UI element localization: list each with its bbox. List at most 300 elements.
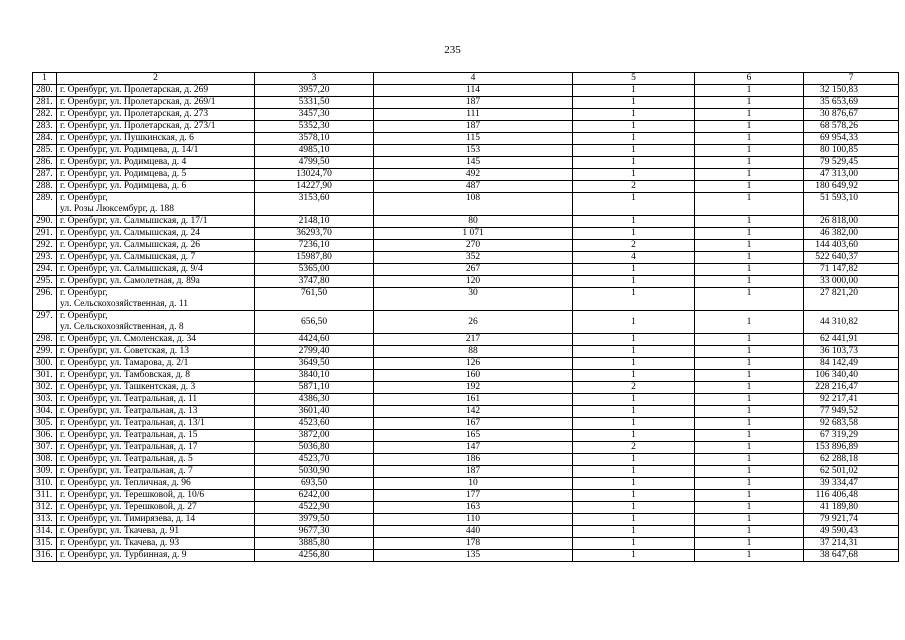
area-cell: 4523,70 [255, 454, 374, 466]
area-cell: 13024,70 [255, 169, 374, 181]
address-cell [57, 228, 255, 240]
table-row [33, 406, 899, 418]
table-row [33, 311, 899, 334]
col5-cell: 1 [573, 526, 695, 538]
address-line: г. Оренбург, ул. Ташкентская, д. 3 [60, 382, 196, 392]
col5-cell: 1 [573, 193, 695, 216]
col6-cell: 1 [695, 133, 804, 145]
address-cell [57, 430, 255, 442]
amount-cell: 41 189,80 [804, 502, 899, 514]
col6-cell: 1 [695, 252, 804, 264]
area-cell: 4522,90 [255, 502, 374, 514]
count-cell: 80 [374, 216, 573, 228]
row-number: 293. [33, 252, 57, 264]
address-line: г. Оренбург, [60, 311, 108, 321]
amount-cell: 30 876,67 [804, 109, 899, 121]
housing-table [32, 72, 899, 562]
col5-cell: 1 [573, 97, 695, 109]
address-line: г. Оренбург, ул. Пролетарская, д. 269 [60, 85, 209, 95]
table-row [33, 228, 899, 240]
amount-cell: 62 501,02 [804, 466, 899, 478]
col6-cell: 1 [695, 466, 804, 478]
area-cell: 3649,50 [255, 358, 374, 370]
count-cell: 26 [374, 311, 573, 334]
address-line: г. Оренбург, ул. Театральная, д. 13 [60, 406, 198, 416]
row-number: 291. [33, 228, 57, 240]
amount-cell: 47 313,00 [804, 169, 899, 181]
col6-cell: 1 [695, 382, 804, 394]
col5-cell: 1 [573, 264, 695, 276]
col5-cell: 1 [573, 109, 695, 121]
col6-cell: 1 [695, 526, 804, 538]
col6-cell: 1 [695, 370, 804, 382]
col6-cell: 1 [695, 538, 804, 550]
count-cell: 177 [374, 490, 573, 502]
address-line: г. Оренбург, [60, 288, 108, 298]
area-cell: 3872,00 [255, 430, 374, 442]
column-header: 5 [573, 73, 695, 85]
area-cell: 14227,90 [255, 181, 374, 193]
table-row [33, 526, 899, 538]
col6-cell: 1 [695, 514, 804, 526]
row-number: 300. [33, 358, 57, 370]
table-row [33, 514, 899, 526]
count-cell: 187 [374, 466, 573, 478]
address-cell [57, 478, 255, 490]
address-line-2: ул. Сельскохозяйственная, д. 11 [60, 299, 189, 309]
col5-cell: 4 [573, 252, 695, 264]
col6-cell: 1 [695, 346, 804, 358]
col5-cell: 1 [573, 346, 695, 358]
amount-cell: 38 647,68 [804, 550, 899, 562]
area-cell: 9677,30 [255, 526, 374, 538]
amount-cell: 77 949,52 [804, 406, 899, 418]
row-number: 313. [33, 514, 57, 526]
row-number: 302. [33, 382, 57, 394]
count-cell: 163 [374, 502, 573, 514]
amount-cell: 33 000,00 [804, 276, 899, 288]
area-cell: 6242,00 [255, 490, 374, 502]
area-cell: 3601,40 [255, 406, 374, 418]
row-number: 305. [33, 418, 57, 430]
address-cell [57, 157, 255, 169]
amount-cell: 37 214,31 [804, 538, 899, 550]
col5-cell: 1 [573, 228, 695, 240]
count-cell: 167 [374, 418, 573, 430]
area-cell: 5030,90 [255, 466, 374, 478]
column-header: 1 [33, 73, 57, 85]
count-cell: 487 [374, 181, 573, 193]
col5-cell: 2 [573, 442, 695, 454]
col5-cell: 1 [573, 358, 695, 370]
col5-cell: 1 [573, 478, 695, 490]
row-number: 297. [33, 311, 57, 334]
address-line: г. Оренбург, ул. Ткачева, д. 93 [60, 538, 180, 548]
area-cell: 5352,30 [255, 121, 374, 133]
address-line: г. Оренбург, ул. Тепличная, д. 96 [60, 478, 191, 488]
col5-cell: 1 [573, 418, 695, 430]
table-row [33, 466, 899, 478]
address-cell [57, 169, 255, 181]
address-line: г. Оренбург, ул. Театральная, д. 7 [60, 466, 193, 476]
col6-cell: 1 [695, 264, 804, 276]
col6-cell: 1 [695, 442, 804, 454]
address-cell [57, 406, 255, 418]
row-number: 310. [33, 478, 57, 490]
amount-cell: 67 319,29 [804, 430, 899, 442]
amount-cell: 46 382,00 [804, 228, 899, 240]
col5-cell: 1 [573, 514, 695, 526]
col6-cell: 1 [695, 121, 804, 133]
address-line: г. Оренбург, ул. Салмышская, д. 7 [60, 252, 196, 262]
amount-cell: 522 640,37 [804, 252, 899, 264]
area-cell: 5036,80 [255, 442, 374, 454]
row-number: 285. [33, 145, 57, 157]
table-header-row [33, 73, 899, 85]
area-cell: 3979,50 [255, 514, 374, 526]
table-row [33, 370, 899, 382]
address-cell [57, 550, 255, 562]
address-cell [57, 394, 255, 406]
address-cell [57, 466, 255, 478]
count-cell: 192 [374, 382, 573, 394]
table-row [33, 133, 899, 145]
col5-cell: 1 [573, 550, 695, 562]
address-cell [57, 526, 255, 538]
count-cell: 108 [374, 193, 573, 216]
count-cell: 135 [374, 550, 573, 562]
address-cell [57, 514, 255, 526]
address-cell [57, 442, 255, 454]
amount-cell: 84 142,49 [804, 358, 899, 370]
count-cell: 186 [374, 454, 573, 466]
address-line: г. Оренбург, ул. Смоленская, д. 34 [60, 334, 196, 344]
table-row [33, 430, 899, 442]
amount-cell: 62 288,18 [804, 454, 899, 466]
table-row [33, 276, 899, 288]
address-line: г. Оренбург, ул. Родимцева, д. 14/1 [60, 145, 199, 155]
address-cell [57, 311, 255, 334]
area-cell: 3747,80 [255, 276, 374, 288]
count-cell: 114 [374, 85, 573, 97]
table-row [33, 538, 899, 550]
col5-cell: 1 [573, 288, 695, 311]
col6-cell: 1 [695, 145, 804, 157]
col6-cell: 1 [695, 490, 804, 502]
area-cell: 3578,10 [255, 133, 374, 145]
col6-cell: 1 [695, 216, 804, 228]
address-line: г. Оренбург, ул. Тимирязева, д. 14 [60, 514, 196, 524]
row-number: 292. [33, 240, 57, 252]
address-line: г. Оренбург, ул. Родимцева, д. 6 [60, 181, 187, 191]
amount-cell: 228 216,47 [804, 382, 899, 394]
row-number: 298. [33, 334, 57, 346]
count-cell: 270 [374, 240, 573, 252]
area-cell: 2799,40 [255, 346, 374, 358]
amount-cell: 51 593,10 [804, 193, 899, 216]
col6-cell: 1 [695, 406, 804, 418]
address-cell [57, 133, 255, 145]
column-header: 2 [57, 73, 255, 85]
address-cell [57, 538, 255, 550]
row-number: 315. [33, 538, 57, 550]
col5-cell: 1 [573, 157, 695, 169]
address-cell [57, 334, 255, 346]
table-row [33, 394, 899, 406]
table-row [33, 85, 899, 97]
table-row [33, 145, 899, 157]
table-row [33, 502, 899, 514]
table-row [33, 346, 899, 358]
col5-cell: 1 [573, 430, 695, 442]
col6-cell: 1 [695, 311, 804, 334]
address-cell [57, 121, 255, 133]
amount-cell: 39 334,47 [804, 478, 899, 490]
area-cell: 761,50 [255, 288, 374, 311]
row-number: 306. [33, 430, 57, 442]
address-cell [57, 252, 255, 264]
table-row [33, 550, 899, 562]
col6-cell: 1 [695, 550, 804, 562]
table-row [33, 181, 899, 193]
count-cell: 267 [374, 264, 573, 276]
area-cell: 2148,10 [255, 216, 374, 228]
col6-cell: 1 [695, 85, 804, 97]
amount-cell: 69 954,33 [804, 133, 899, 145]
col6-cell: 1 [695, 157, 804, 169]
count-cell: 10 [374, 478, 573, 490]
amount-cell: 71 147,82 [804, 264, 899, 276]
count-cell: 30 [374, 288, 573, 311]
row-number: 299. [33, 346, 57, 358]
amount-cell: 180 649,92 [804, 181, 899, 193]
count-cell: 120 [374, 276, 573, 288]
address-line: г. Оренбург, ул. Пролетарская, д. 273/1 [60, 121, 216, 131]
address-cell [57, 264, 255, 276]
col5-cell: 2 [573, 181, 695, 193]
count-cell: 187 [374, 97, 573, 109]
row-number: 282. [33, 109, 57, 121]
table-row [33, 418, 899, 430]
address-line: г. Оренбург, ул. Пролетарская, д. 269/1 [60, 97, 216, 107]
table-row [33, 216, 899, 228]
col6-cell: 1 [695, 276, 804, 288]
amount-cell: 32 150,83 [804, 85, 899, 97]
address-cell [57, 181, 255, 193]
col5-cell: 1 [573, 370, 695, 382]
area-cell: 4424,60 [255, 334, 374, 346]
address-line: г. Оренбург, ул. Театральная, д. 5 [60, 454, 193, 464]
area-cell: 5365,00 [255, 264, 374, 276]
area-cell: 3885,80 [255, 538, 374, 550]
amount-cell: 116 406,48 [804, 490, 899, 502]
count-cell: 88 [374, 346, 573, 358]
amount-cell: 35 653,69 [804, 97, 899, 109]
count-cell: 147 [374, 442, 573, 454]
col5-cell: 1 [573, 133, 695, 145]
table-row [33, 358, 899, 370]
table-row [33, 240, 899, 252]
col5-cell: 1 [573, 490, 695, 502]
address-line: г. Оренбург, ул. Терешковой, д. 10/6 [60, 490, 205, 500]
address-line: г. Оренбург, ул. Салмышская, д. 24 [60, 228, 201, 238]
row-number: 308. [33, 454, 57, 466]
count-cell: 161 [374, 394, 573, 406]
area-cell: 4256,80 [255, 550, 374, 562]
row-number: 316. [33, 550, 57, 562]
column-header: 7 [804, 73, 899, 85]
row-number: 303. [33, 394, 57, 406]
count-cell: 111 [374, 109, 573, 121]
address-line: г. Оренбург, ул. Ткачева, д. 91 [60, 526, 180, 536]
amount-cell: 92 217,41 [804, 394, 899, 406]
area-cell: 5331,50 [255, 97, 374, 109]
address-cell [57, 490, 255, 502]
col6-cell: 1 [695, 240, 804, 252]
address-line: г. Оренбург, [60, 193, 108, 203]
address-line: г. Оренбург, ул. Турбинная, д. 9 [60, 550, 187, 560]
amount-cell: 27 821,20 [804, 288, 899, 311]
col6-cell: 1 [695, 181, 804, 193]
count-cell: 110 [374, 514, 573, 526]
address-line: г. Оренбург, ул. Салмышская, д. 26 [60, 240, 201, 250]
count-cell: 153 [374, 145, 573, 157]
address-cell [57, 97, 255, 109]
row-number: 288. [33, 181, 57, 193]
area-cell: 3153,60 [255, 193, 374, 216]
address-cell [57, 216, 255, 228]
area-cell: 36293,70 [255, 228, 374, 240]
amount-cell: 44 310,82 [804, 311, 899, 334]
col5-cell: 2 [573, 382, 695, 394]
amount-cell: 49 590,43 [804, 526, 899, 538]
col5-cell: 1 [573, 454, 695, 466]
table-row [33, 490, 899, 502]
col6-cell: 1 [695, 478, 804, 490]
count-cell: 440 [374, 526, 573, 538]
address-line: г. Оренбург, ул. Пролетарская, д. 273 [60, 109, 209, 119]
row-number: 284. [33, 133, 57, 145]
table-row [33, 442, 899, 454]
col6-cell: 1 [695, 394, 804, 406]
count-cell: 160 [374, 370, 573, 382]
page-number: 235 [444, 44, 461, 56]
amount-cell: 79 921,74 [804, 514, 899, 526]
area-cell: 3957,20 [255, 85, 374, 97]
row-number: 281. [33, 97, 57, 109]
row-number: 296. [33, 288, 57, 311]
row-number: 289. [33, 193, 57, 216]
amount-cell: 106 340,40 [804, 370, 899, 382]
address-line: г. Оренбург, ул. Театральная, д. 17 [60, 442, 198, 452]
area-cell: 656,50 [255, 311, 374, 334]
address-cell [57, 276, 255, 288]
address-line: г. Оренбург, ул. Терешковой, д. 27 [60, 502, 197, 512]
col6-cell: 1 [695, 193, 804, 216]
col5-cell: 1 [573, 121, 695, 133]
col5-cell: 1 [573, 502, 695, 514]
amount-cell: 62 441,91 [804, 334, 899, 346]
address-cell [57, 193, 255, 216]
col6-cell: 1 [695, 334, 804, 346]
table-row [33, 97, 899, 109]
col6-cell: 1 [695, 228, 804, 240]
col5-cell: 1 [573, 466, 695, 478]
table-row [33, 157, 899, 169]
table-row [33, 478, 899, 490]
col5-cell: 1 [573, 145, 695, 157]
count-cell: 217 [374, 334, 573, 346]
row-number: 280. [33, 85, 57, 97]
count-cell: 126 [374, 358, 573, 370]
row-number: 312. [33, 502, 57, 514]
row-number: 290. [33, 216, 57, 228]
table-row [33, 288, 899, 311]
address-cell [57, 382, 255, 394]
row-number: 283. [33, 121, 57, 133]
address-line: г. Оренбург, ул. Пушкинская, д. 6 [60, 133, 194, 143]
amount-cell: 79 529,45 [804, 157, 899, 169]
col6-cell: 1 [695, 358, 804, 370]
col6-cell: 1 [695, 169, 804, 181]
count-cell: 492 [374, 169, 573, 181]
col5-cell: 1 [573, 394, 695, 406]
table-row [33, 454, 899, 466]
address-line: г. Оренбург, ул. Театральная, д. 11 [60, 394, 198, 404]
area-cell: 3840,10 [255, 370, 374, 382]
column-header: 6 [695, 73, 804, 85]
area-cell: 4523,60 [255, 418, 374, 430]
address-cell [57, 418, 255, 430]
area-cell: 4799,50 [255, 157, 374, 169]
row-number: 311. [33, 490, 57, 502]
column-header: 3 [255, 73, 374, 85]
amount-cell: 36 103,73 [804, 346, 899, 358]
count-cell: 178 [374, 538, 573, 550]
count-cell: 1 071 [374, 228, 573, 240]
col5-cell: 1 [573, 85, 695, 97]
row-number: 295. [33, 276, 57, 288]
col6-cell: 1 [695, 97, 804, 109]
address-line: г. Оренбург, ул. Театральная, д. 15 [60, 430, 198, 440]
col5-cell: 1 [573, 216, 695, 228]
address-cell [57, 145, 255, 157]
address-line: г. Оренбург, ул. Самолетная, д. 89а [60, 276, 200, 286]
row-number: 301. [33, 370, 57, 382]
area-cell: 693,50 [255, 478, 374, 490]
address-cell [57, 454, 255, 466]
column-header: 4 [374, 73, 573, 85]
address-cell [57, 240, 255, 252]
row-number: 309. [33, 466, 57, 478]
area-cell: 15987,80 [255, 252, 374, 264]
address-cell [57, 346, 255, 358]
address-line: г. Оренбург, ул. Тамбовская, д. 8 [60, 370, 191, 380]
address-line: г. Оренбург, ул. Салмышская, д. 17/1 [60, 216, 208, 226]
col5-cell: 1 [573, 334, 695, 346]
table-row [33, 109, 899, 121]
col5-cell: 1 [573, 311, 695, 334]
count-cell: 187 [374, 121, 573, 133]
amount-cell: 92 683,58 [804, 418, 899, 430]
col5-cell: 1 [573, 276, 695, 288]
area-cell: 3457,30 [255, 109, 374, 121]
address-line-2: ул. Сельскохозяйственная, д. 8 [60, 322, 184, 332]
count-cell: 142 [374, 406, 573, 418]
address-cell [57, 85, 255, 97]
col6-cell: 1 [695, 109, 804, 121]
amount-cell: 68 578,26 [804, 121, 899, 133]
